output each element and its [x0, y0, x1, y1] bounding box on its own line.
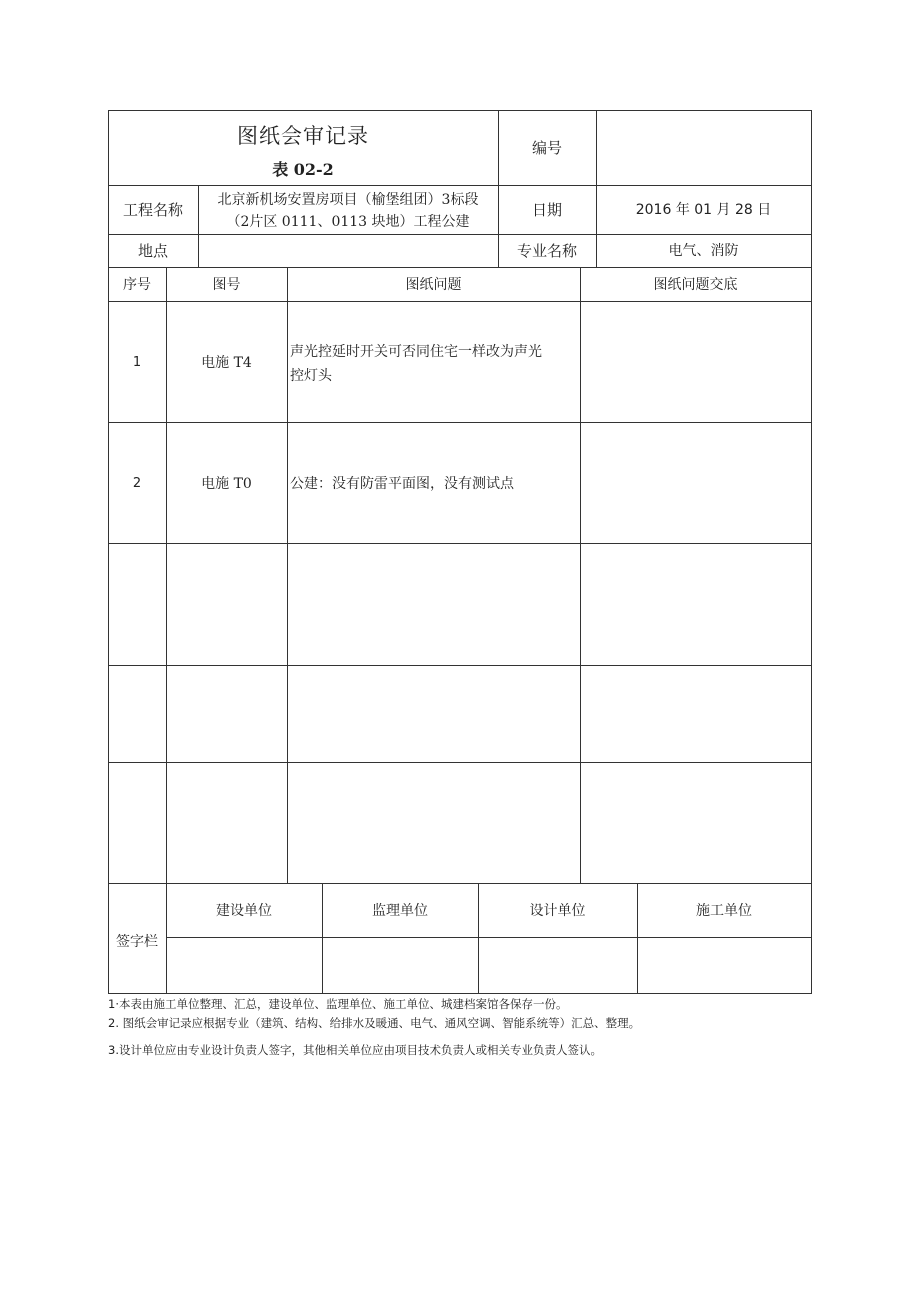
rule-table-col3 — [580, 267, 581, 883]
row2-no: 2 — [132, 476, 142, 491]
rule-sign-col4 — [637, 883, 638, 993]
specialty-label: 专业名称 — [516, 242, 577, 260]
row1-drawing: 电施 T4 — [201, 355, 252, 371]
specialty-value[interactable]: 电气、消防 — [668, 243, 739, 259]
number-label: 编号 — [531, 139, 562, 157]
sign-unit-supervision: 监理单位 — [372, 903, 428, 919]
rule-sign-col3 — [478, 883, 479, 993]
form-subtitle: 表 02-2 — [272, 160, 334, 179]
project-label: 工程名称 — [122, 201, 183, 219]
note-1: 1·本表由施工单位整理、汇总，建设单位、监理单位、施工单位、城建档案馆各保存一份。 — [108, 997, 568, 1011]
row1-issue-line2: 控灯头 — [290, 368, 332, 384]
rule-after-header — [108, 301, 812, 302]
project-name-line1: 北京新机场安置房项目（榆堡组团）3标段 — [217, 192, 479, 208]
header-issue: 图纸问题 — [405, 277, 462, 293]
border-right — [811, 110, 812, 994]
rule-after-row5 — [108, 883, 812, 884]
sign-unit-design: 设计单位 — [529, 903, 586, 919]
date-label: 日期 — [531, 201, 562, 219]
note-3: 3.设计单位应由专业设计负责人签字，其他相关单位应由项目技术负责人或相关专业负责人签认。 — [108, 1043, 602, 1057]
rule-after-row1 — [108, 422, 812, 423]
row1-no: 1 — [132, 355, 142, 370]
rule-after-row4 — [108, 762, 812, 763]
note-2: 2. 图纸会审记录应根据专业（建筑、结构、给排水及暖通、电气、通风空调、智能系统等）汇总、整理。 — [108, 1016, 641, 1030]
date-value[interactable]: 2016 年 01 月 28 日 — [635, 202, 772, 218]
rule-after-row2 — [108, 543, 812, 544]
row2-issue-line1: 公建：没有防雷平面图，没有测试点 — [290, 476, 514, 492]
rule-signature-mid — [166, 937, 812, 938]
sign-unit-construction: 建设单位 — [216, 903, 272, 919]
row1-issue-line1: 声光控延时开关可否同住宅一样改为声光 — [290, 344, 542, 360]
border-top — [108, 110, 812, 111]
location-label: 地点 — [137, 242, 168, 260]
border-bottom — [108, 993, 812, 994]
row2-drawing: 电施 T0 — [201, 476, 252, 492]
rule-after-project — [108, 234, 812, 235]
header-drawing: 图号 — [212, 277, 241, 293]
form-title: 图纸会审记录 — [237, 124, 369, 148]
header-response: 图纸问题交底 — [653, 277, 738, 293]
signature-label: 签字栏 — [116, 934, 158, 950]
header-no: 序号 — [123, 277, 151, 293]
sign-unit-builder: 施工单位 — [696, 903, 752, 919]
rule-after-location — [108, 267, 812, 268]
rule-after-row3 — [108, 665, 812, 666]
rule-table-col2 — [287, 267, 288, 883]
rule-after-title — [108, 185, 812, 186]
rule-sign-col1 — [166, 883, 167, 993]
rule-sign-col2 — [322, 883, 323, 993]
project-name-line2: （2片区 0111、0113 块地）工程公建 — [226, 214, 470, 230]
